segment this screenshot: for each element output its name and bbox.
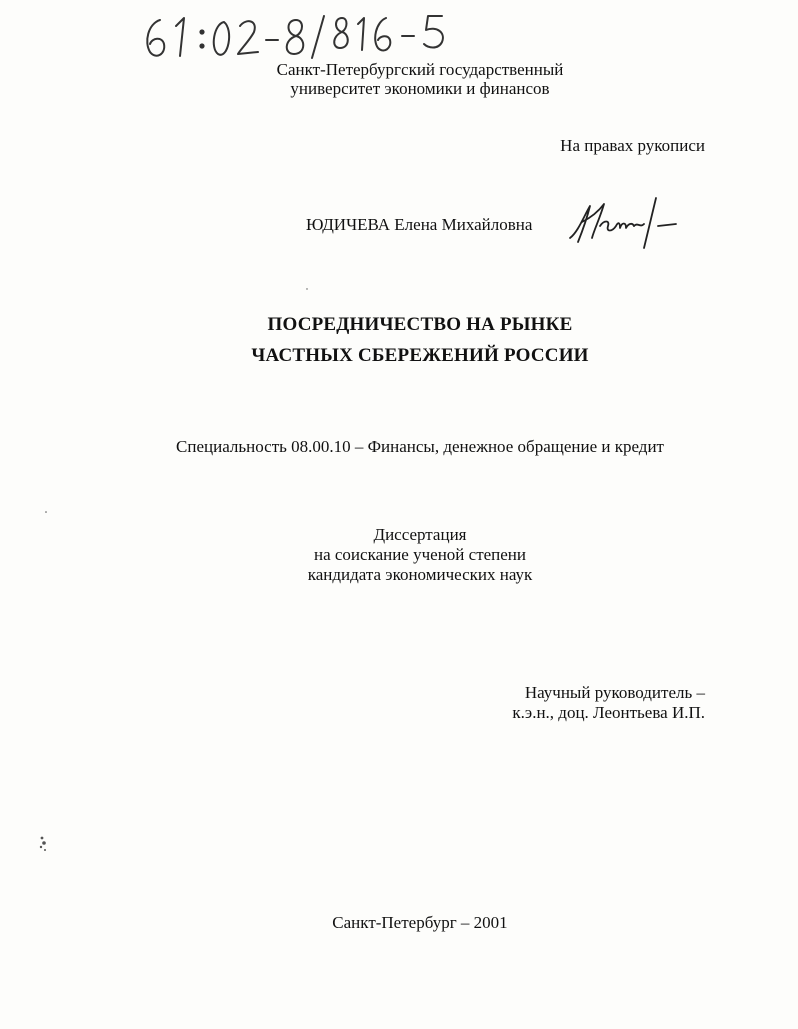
title-line1: ПОСРЕДНИЧЕСТВО НА РЫНКЕ <box>267 314 573 335</box>
handwritten-archive-code <box>140 10 460 62</box>
supervisor-label: Научный руководитель – <box>524 683 705 702</box>
handwritten-code-drawing <box>140 10 460 62</box>
university-name-line2: университет экономики и финансов <box>290 79 550 98</box>
university-name-line1: Санкт-Петербургский государственный <box>276 60 564 79</box>
author-signature <box>564 192 680 252</box>
city-year: Санкт-Петербург – 2001 <box>332 913 508 932</box>
dissertation-degree-line: на соискание ученой степени <box>313 545 527 564</box>
supervisor-name: к.э.н., доц. Леонтьева И.П. <box>512 703 705 722</box>
signature-drawing <box>564 192 680 252</box>
rights-note: На правах рукописи <box>560 136 705 155</box>
dissertation-label: Диссертация <box>373 525 467 544</box>
specialty: Специальность 08.00.10 – Финансы, денежное обращение и кредит <box>176 437 664 456</box>
author-name: ЮДИЧЕВА Елена Михайловна <box>306 215 533 234</box>
title-line2: ЧАСТНЫХ СБЕРЕЖЕНИЙ РОССИИ <box>251 345 589 366</box>
dissertation-field-line: кандидата экономических наук <box>307 565 533 584</box>
